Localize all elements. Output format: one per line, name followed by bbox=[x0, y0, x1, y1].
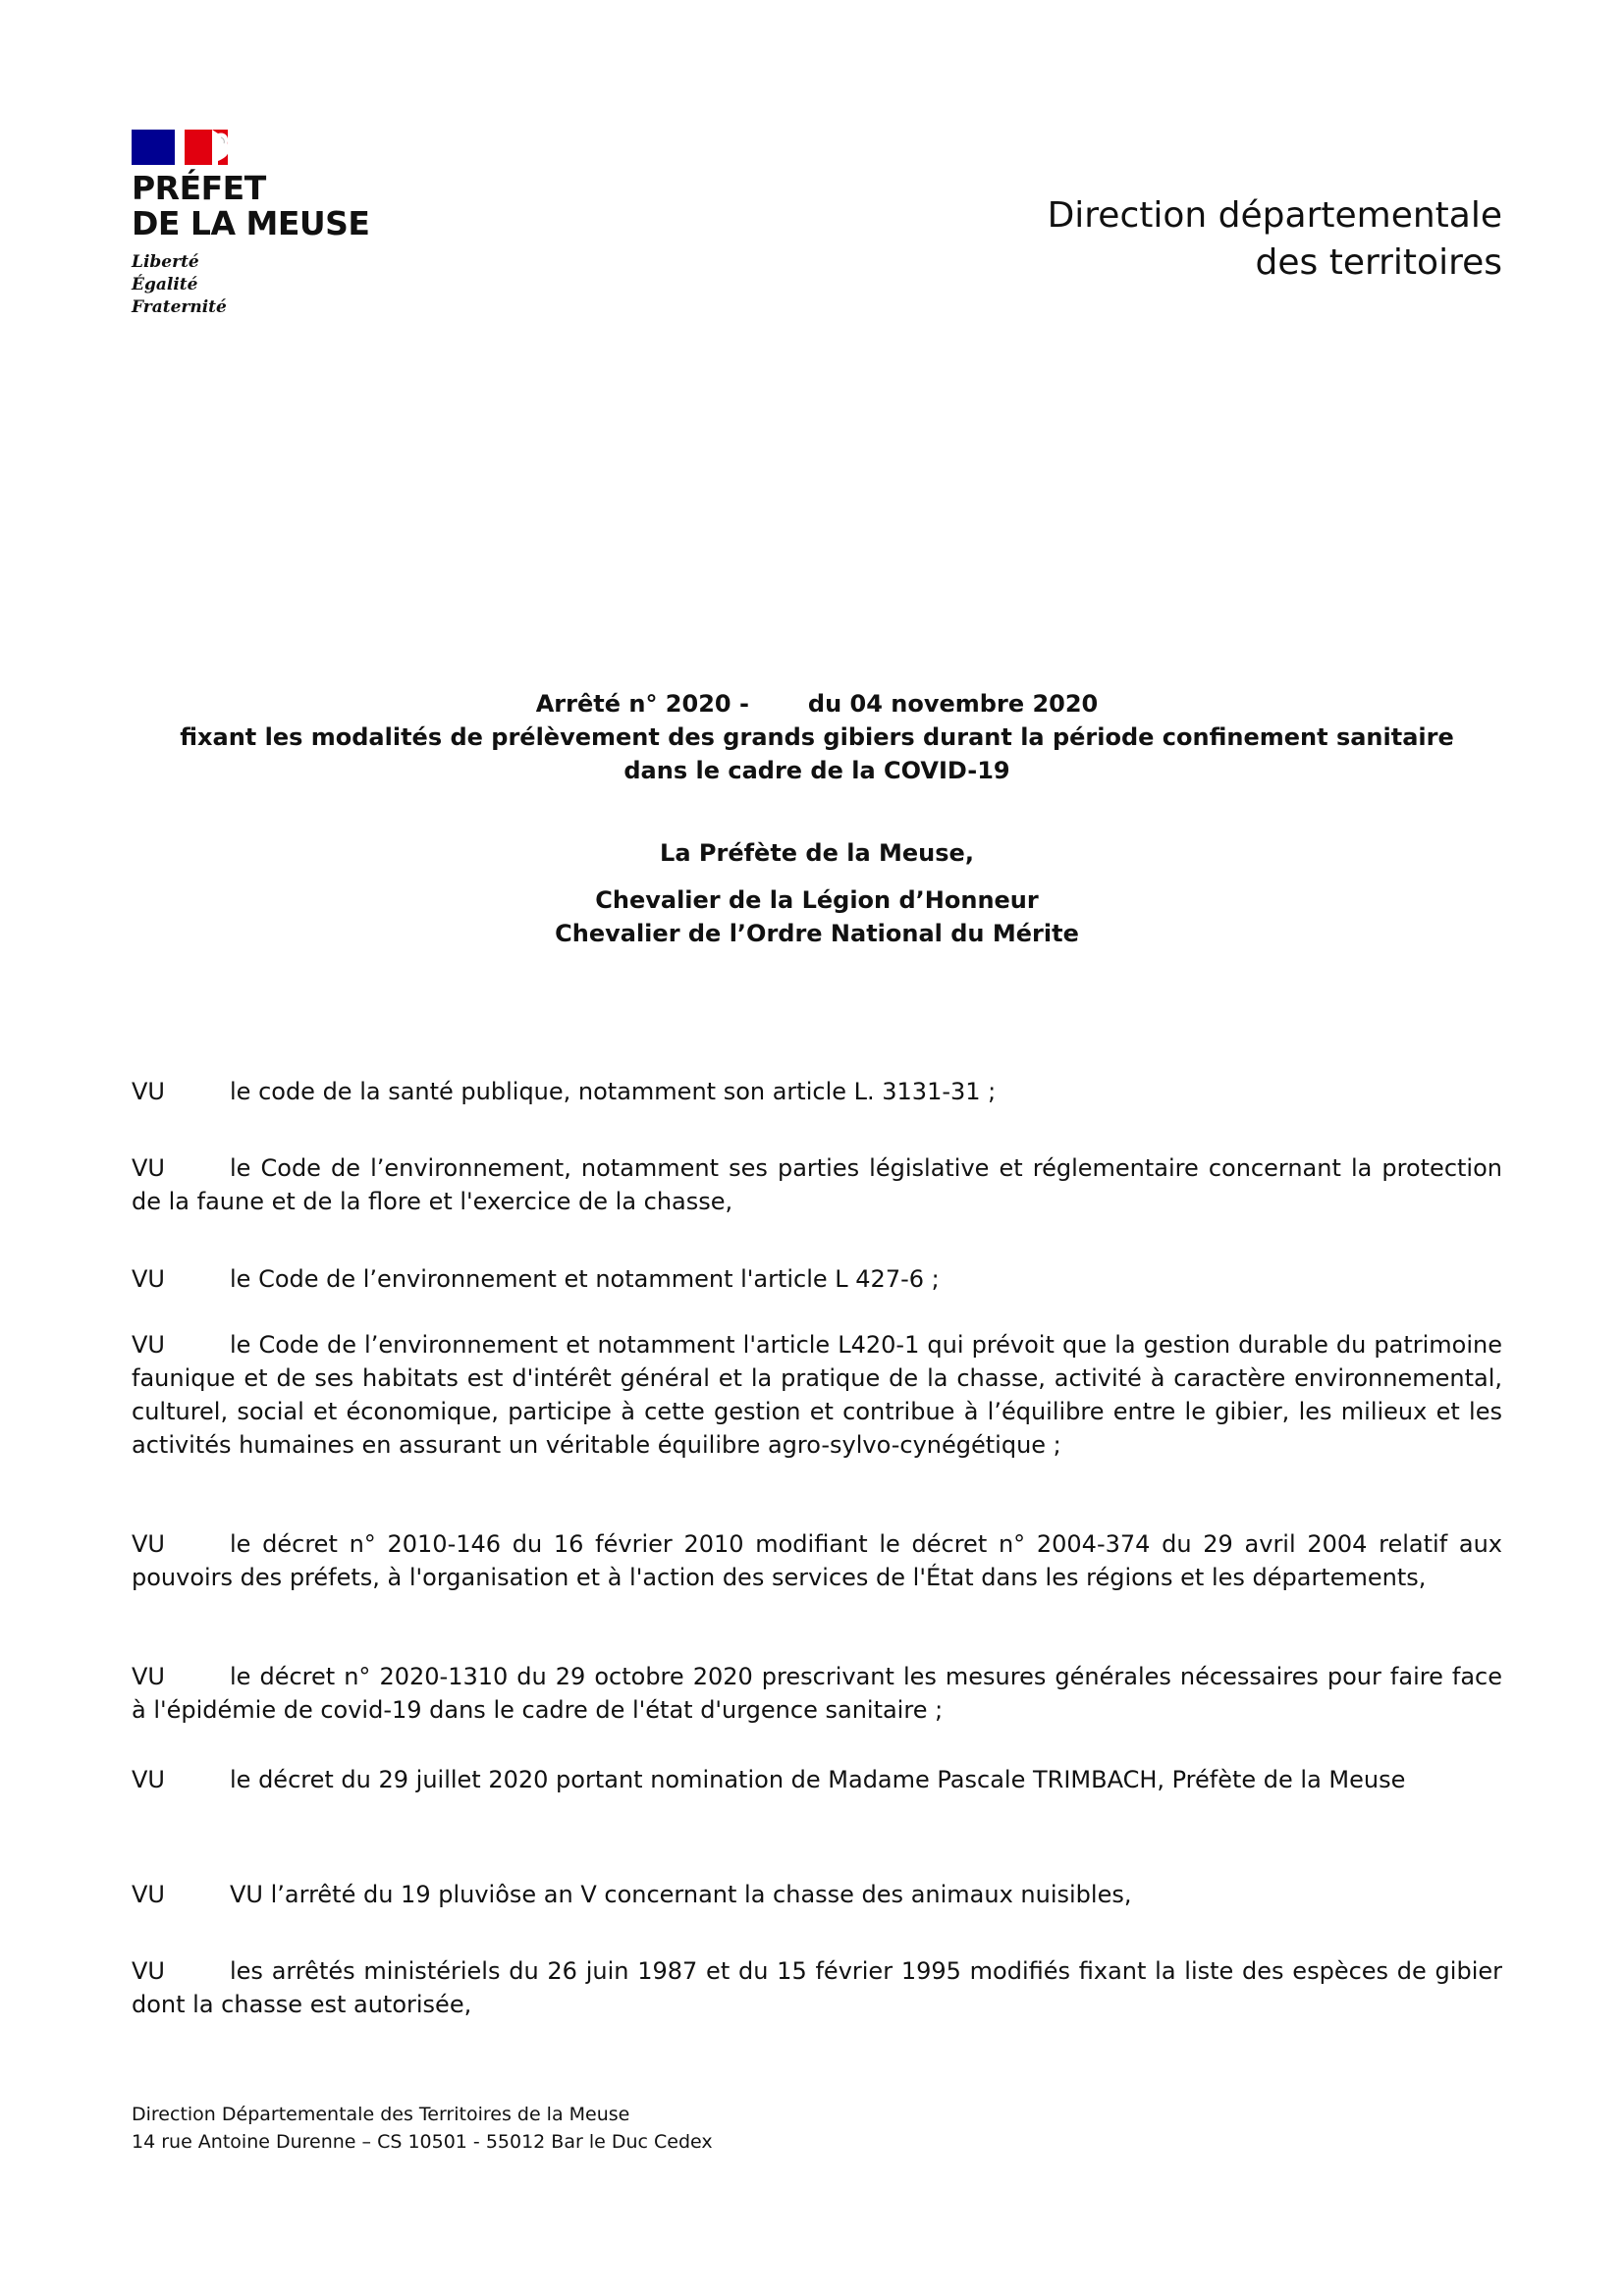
prefete-title-merite: Chevalier de l’Ordre National du Mérite bbox=[555, 920, 1079, 947]
devise-egalite: Égalité bbox=[132, 275, 198, 294]
prefet-logo bbox=[132, 130, 387, 319]
vu-item bbox=[132, 1262, 1502, 1296]
arrete-number-line bbox=[132, 687, 1502, 721]
direction-header bbox=[1048, 192, 1502, 287]
vu-text: le Code de l’environnement et notamment l'article L420-1 qui prévoit que la gestion durable du patrimoine faunique et de ses habitats est d'intérêt général et la pratique de la chasse, activité à caractère environnemental, culturel, social et économique, participe à cette gestion et contribue à l’équilibre entre le gibier, les milieux et les activités humaines en assurant un véritable équilibre agro-sylvo-cynégétique ; bbox=[132, 1331, 1502, 1459]
vu-text: le décret n° 2020-1310 du 29 octobre 2020 prescrivant les mesures générales nécessaires pour faire face à l'épidémie de covid-19 dans le cadre de l'état d'urgence sanitaire ; bbox=[132, 1663, 1502, 1724]
vu-label: VU bbox=[132, 1265, 165, 1293]
vu-item bbox=[132, 1878, 1502, 1911]
devise-fraternite: Fraternité bbox=[132, 297, 227, 317]
prefete-name: La Préfète de la Meuse, bbox=[660, 839, 974, 867]
vu-label: VU bbox=[132, 1154, 165, 1182]
footer-address bbox=[132, 2101, 713, 2156]
footer-line1: Direction Départementale des Territoires de la Meuse bbox=[132, 2104, 630, 2125]
direction-line1: Direction départementale bbox=[1047, 195, 1502, 236]
arrete-number: Arrêté n° 2020 - bbox=[535, 690, 749, 718]
vu-label: VU bbox=[132, 1078, 165, 1105]
vu-item bbox=[132, 1151, 1502, 1218]
vu-text: le Code de l’environnement et notamment l'article L 427-6 ; bbox=[230, 1265, 940, 1293]
arrete-subject: fixant les modalités de prélèvement des grands gibiers durant la période confinement sanitaire bbox=[180, 723, 1454, 751]
logo-title-line2: DE LA MEUSE bbox=[132, 204, 370, 242]
vu-text: le code de la santé publique, notamment son article L. 3131-31 ; bbox=[230, 1078, 997, 1105]
vu-label: VU bbox=[132, 1766, 165, 1793]
vu-label: VU bbox=[132, 1881, 165, 1908]
arrete-date: du 04 novembre 2020 bbox=[807, 690, 1099, 718]
footer-line2: 14 rue Antoine Durenne – CS 10501 - 55012 Bar le Duc Cedex bbox=[132, 2131, 713, 2153]
arrete-context: dans le cadre de la COVID-19 bbox=[623, 757, 1010, 784]
vu-item bbox=[132, 1954, 1502, 2021]
vu-text: VU l’arrêté du 19 pluviôse an V concernant la chasse des animaux nuisibles, bbox=[230, 1881, 1132, 1908]
vu-text: les arrêtés ministériels du 26 juin 1987 et du 15 février 1995 modifiés fixant la liste des espèces de gibier dont la chasse est autorisée, bbox=[132, 1957, 1502, 2018]
vu-item bbox=[132, 1660, 1502, 1727]
vu-label: VU bbox=[132, 1331, 165, 1359]
logo-title-line1: PRÉFET bbox=[132, 169, 266, 207]
devise bbox=[132, 251, 387, 319]
vu-item bbox=[132, 1763, 1502, 1796]
arrete-title bbox=[132, 687, 1502, 787]
republic-flag-icon bbox=[132, 130, 228, 165]
vu-text: le décret du 29 juillet 2020 portant nomination de Madame Pascale TRIMBACH, Préfète de la Meuse bbox=[230, 1766, 1406, 1793]
vu-item bbox=[132, 1527, 1502, 1594]
prefete-title-legion: Chevalier de la Légion d’Honneur bbox=[595, 886, 1039, 914]
vu-text: le Code de l’environnement, notamment ses parties législative et réglementaire concernant la protection de la faune et de la flore et l'exercice de la chasse, bbox=[132, 1154, 1502, 1215]
prefete-block bbox=[132, 836, 1502, 950]
marianne-icon bbox=[212, 130, 234, 165]
vu-item bbox=[132, 1328, 1502, 1462]
vu-text: le décret n° 2010-146 du 16 février 2010 modifiant le décret n° 2004-374 du 29 avril 2004 relatif aux pouvoirs des préfets, à l'organisation et à l'action des services de l'État dans les régions et les départements, bbox=[132, 1530, 1502, 1591]
vu-item bbox=[132, 1075, 1502, 1108]
vu-label: VU bbox=[132, 1530, 165, 1558]
direction-line2: des territoires bbox=[1255, 242, 1502, 283]
vu-label: VU bbox=[132, 1957, 165, 1985]
devise-liberte: Liberté bbox=[132, 252, 199, 272]
vu-label: VU bbox=[132, 1663, 165, 1690]
